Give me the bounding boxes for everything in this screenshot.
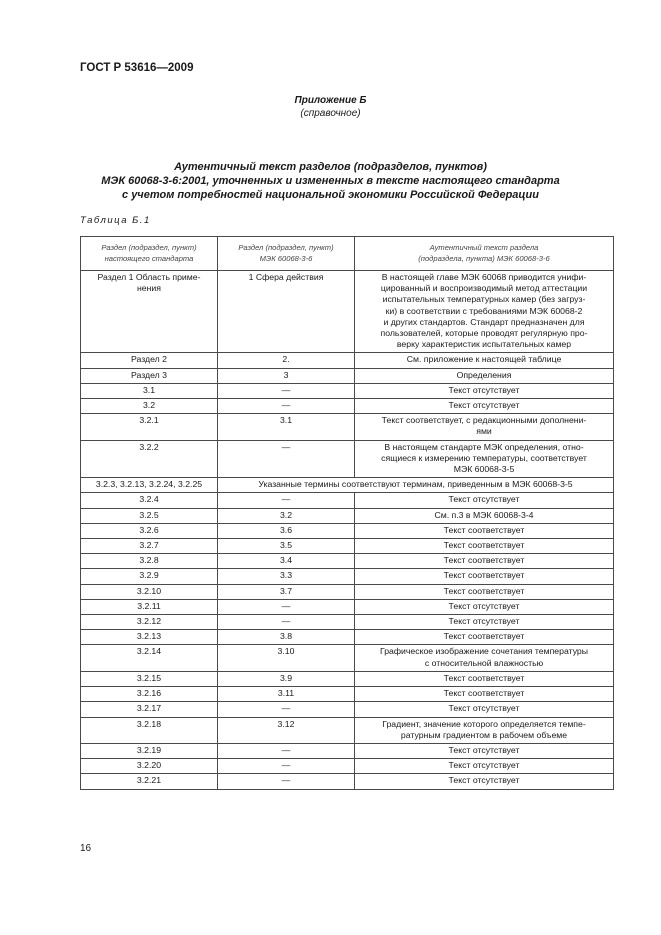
appendix-title: Приложение Б <box>294 95 367 106</box>
appendix-subtitle: (справочное) <box>300 108 361 119</box>
table-row <box>81 368 614 383</box>
table-cell: 3.2.21 <box>81 774 218 789</box>
table-row <box>81 645 614 671</box>
title-line: МЭК 60068-3-6:2001, уточненных и измененных в тексте настоящего стандарта <box>101 175 560 187</box>
table-cell: Определения <box>355 368 614 383</box>
title-line: с учетом потребностей национальной экономики Российской Федерации <box>122 189 539 201</box>
table-cell: Раздел 1 Область приме- нения <box>81 271 218 353</box>
table-cell: 3.2.18 <box>81 717 218 743</box>
table-cell: 3.7 <box>218 584 355 599</box>
table-row <box>81 554 614 569</box>
table-cell: 3.2.15 <box>81 671 218 686</box>
table-cell: 3.2.20 <box>81 759 218 774</box>
table-cell: 3.8 <box>218 630 355 645</box>
table-cell: — <box>218 743 355 758</box>
table-caption: Таблица Б.1 <box>80 215 151 226</box>
table-cell: Текст соответствует <box>355 554 614 569</box>
table-cell: 3.10 <box>218 645 355 671</box>
table-cell: В настоящей главе МЭК 60068 приводится унифи- цированный и воспроизводимый метод аттестации испытательных температурных камер (без загруз- ки) в соответствии с требованиями МЭК 60068-2 и других стандартов. Стандарт предназначен для пользователей, которые проводят регулярную про- верку характеристик испытательных камер <box>355 271 614 353</box>
correspondence-table <box>80 236 614 790</box>
table-cell: Графическое изображение сочетания температуры с относительной влажностью <box>355 645 614 671</box>
table-row <box>81 759 614 774</box>
table-cell: 3.2.13 <box>81 630 218 645</box>
table-cell: 3.2.4 <box>81 493 218 508</box>
page-number: 16 <box>80 843 92 854</box>
table-cell: Текст отсутствует <box>355 774 614 789</box>
table-row <box>81 599 614 614</box>
table-cell: — <box>218 440 355 478</box>
table-cell: Раздел 3 <box>81 368 218 383</box>
table-cell: Текст отсутствует <box>355 743 614 758</box>
table-row <box>81 584 614 599</box>
table-cell: 3.2 <box>81 399 218 414</box>
header-cell: Аутентичный текст раздела (подраздела, пункта) МЭК 60068-3-6 <box>355 237 614 271</box>
table-cell: Текст отсутствует <box>355 702 614 717</box>
table-cell: Текст соответствует <box>355 630 614 645</box>
table-row <box>81 717 614 743</box>
table-row <box>81 271 614 353</box>
table-cell: 3.3 <box>218 569 355 584</box>
table-cell: 3.2.1 <box>81 414 218 440</box>
table-cell: См. п.3 в МЭК 60068-3-4 <box>355 508 614 523</box>
table-cell: — <box>218 383 355 398</box>
table-cell: 3.9 <box>218 671 355 686</box>
table-cell: 3.6 <box>218 523 355 538</box>
table-cell: Текст соответствует, с редакционными дополнени- ями <box>355 414 614 440</box>
table-cell: — <box>218 774 355 789</box>
table-cell: Текст соответствует <box>355 523 614 538</box>
table-cell: — <box>218 759 355 774</box>
table-row <box>81 687 614 702</box>
title-line: Аутентичный текст разделов (подразделов, пунктов) <box>174 161 487 173</box>
table-row <box>81 508 614 523</box>
table-cell: 3.2.11 <box>81 599 218 614</box>
table-cell: Текст отсутствует <box>355 615 614 630</box>
table-cell: Текст соответствует <box>355 569 614 584</box>
table-row <box>81 539 614 554</box>
table-cell: Текст отсутствует <box>355 399 614 414</box>
table-cell: 3.2.3, 3.2.13, 3.2.24, 3.2.25 <box>81 478 218 493</box>
section-title <box>60 160 601 202</box>
table-cell: Текст соответствует <box>355 584 614 599</box>
table-row <box>81 615 614 630</box>
table-row <box>81 414 614 440</box>
table-cell: 3.2.16 <box>81 687 218 702</box>
table-row <box>81 353 614 368</box>
header-cell: Раздел (подраздел, пункт) настоящего стандарта <box>81 237 218 271</box>
table-cell: 3.2.17 <box>81 702 218 717</box>
table-cell: — <box>218 399 355 414</box>
table-cell: 3.2.2 <box>81 440 218 478</box>
table-row <box>81 440 614 478</box>
table-cell: 3.2.14 <box>81 645 218 671</box>
table-cell: 3.2.10 <box>81 584 218 599</box>
table-row <box>81 493 614 508</box>
table-row <box>81 569 614 584</box>
table-row <box>81 383 614 398</box>
table-cell: 3 <box>218 368 355 383</box>
table-row <box>81 774 614 789</box>
header-cell: Раздел (подраздел, пункт) МЭК 60068-3-6 <box>218 237 355 271</box>
table-cell: Текст отсутствует <box>355 759 614 774</box>
table-cell: 3.1 <box>81 383 218 398</box>
table-row <box>81 630 614 645</box>
table-cell: 3.2.5 <box>81 508 218 523</box>
table-row <box>81 399 614 414</box>
table-cell: Текст соответствует <box>355 671 614 686</box>
table-cell: 3.2.6 <box>81 523 218 538</box>
table-cell: 3.5 <box>218 539 355 554</box>
table-cell: Текст отсутствует <box>355 599 614 614</box>
table-cell: Раздел 2 <box>81 353 218 368</box>
table-cell: 3.2.7 <box>81 539 218 554</box>
table-cell: Текст соответствует <box>355 687 614 702</box>
table-cell: В настоящем стандарте МЭК определения, отно- сящиеся к измерению температуры, соответствует МЭК 60068-3-5 <box>355 440 614 478</box>
table-cell: 1 Сфера действия <box>218 271 355 353</box>
table-row <box>81 478 614 493</box>
table-cell: 3.2 <box>218 508 355 523</box>
table-row <box>81 702 614 717</box>
table-cell: 2. <box>218 353 355 368</box>
table-cell: 3.4 <box>218 554 355 569</box>
table-cell: — <box>218 493 355 508</box>
table-cell: — <box>218 599 355 614</box>
table-cell: Текст отсутствует <box>355 383 614 398</box>
table-row <box>81 671 614 686</box>
table-cell: См. приложение к настоящей таблице <box>355 353 614 368</box>
table-cell: 3.2.19 <box>81 743 218 758</box>
table-cell: 3.12 <box>218 717 355 743</box>
table-cell: — <box>218 615 355 630</box>
appendix-heading <box>0 94 661 120</box>
table-cell: Указанные термины соответствуют терминам, приведенным в МЭК 60068-3-5 <box>218 478 614 493</box>
table-row <box>81 523 614 538</box>
table-cell: 3.2.8 <box>81 554 218 569</box>
table-cell: Текст отсутствует <box>355 493 614 508</box>
table-cell: 3.2.12 <box>81 615 218 630</box>
table-cell: 3.1 <box>218 414 355 440</box>
table-cell: 3.2.9 <box>81 569 218 584</box>
table-cell: — <box>218 702 355 717</box>
table-header-row <box>81 237 614 271</box>
table-row <box>81 743 614 758</box>
table-cell: Текст соответствует <box>355 539 614 554</box>
document-code: ГОСТ Р 53616—2009 <box>80 62 194 74</box>
table-cell: 3.11 <box>218 687 355 702</box>
table-cell: Градиент, значение которого определяется темпе- ратурным градиентом в рабочем объеме <box>355 717 614 743</box>
